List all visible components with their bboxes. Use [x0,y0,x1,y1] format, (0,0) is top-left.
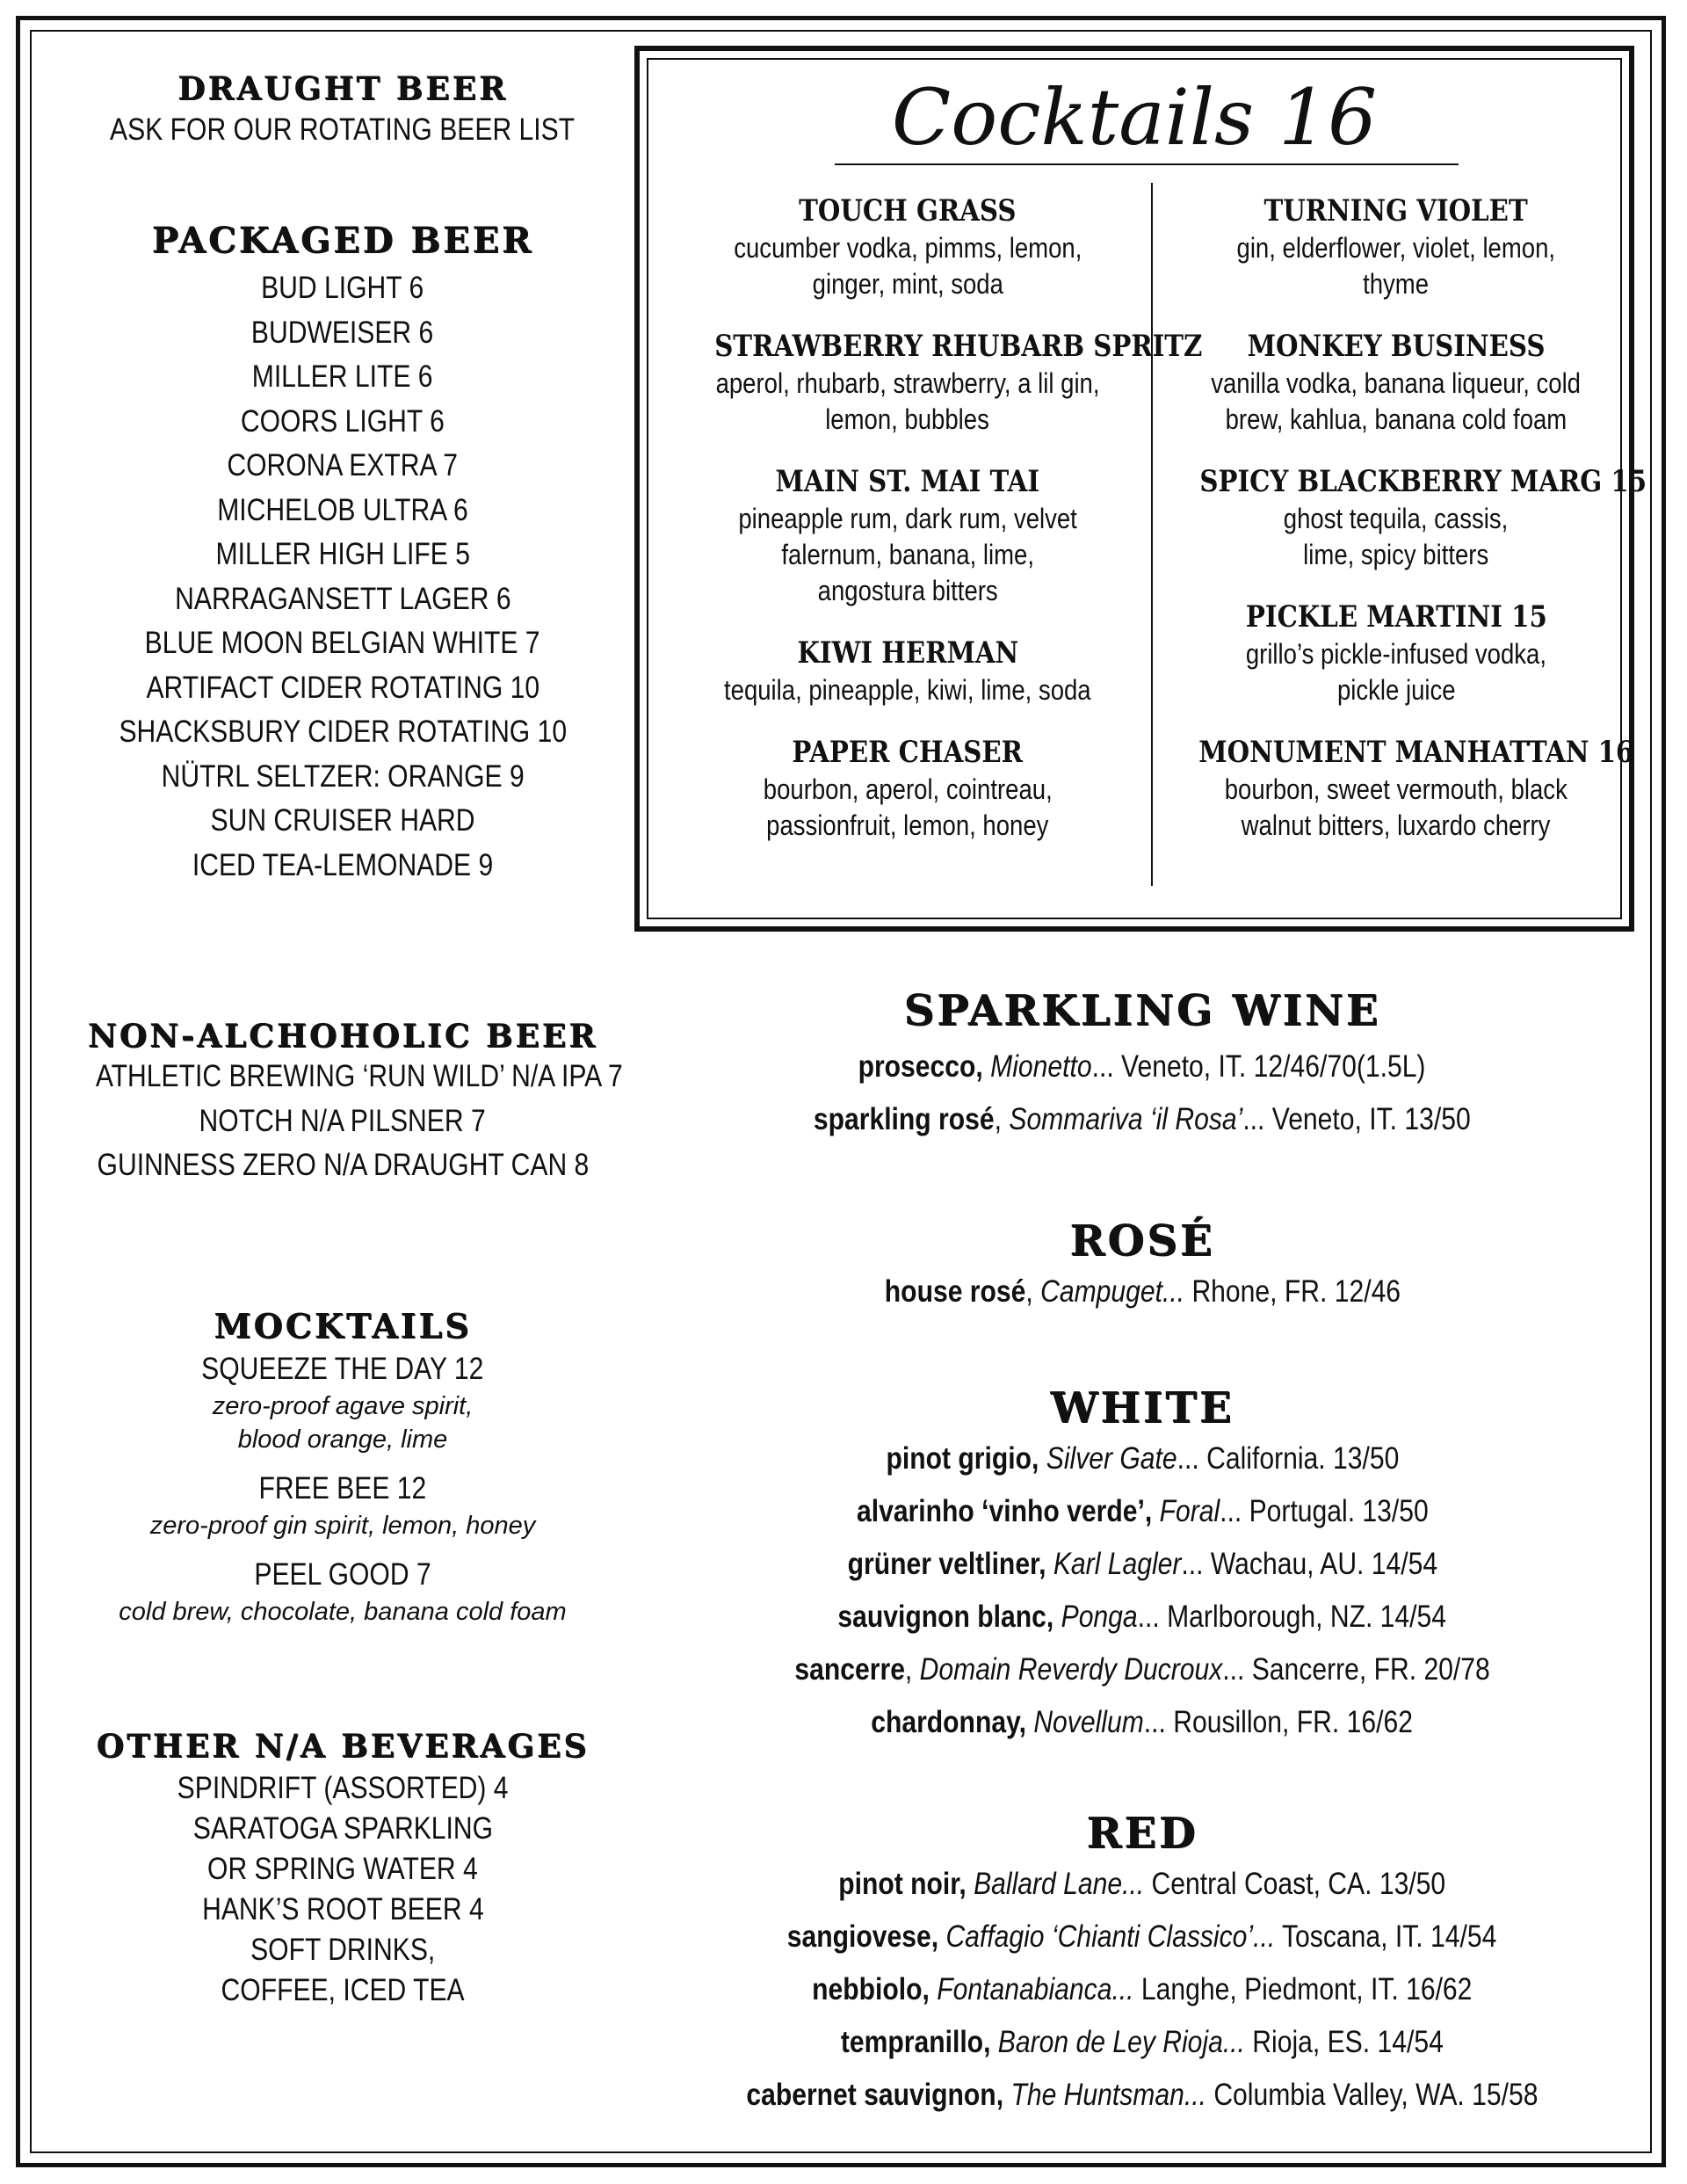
wine-region-price: Langhe, Piedmont, IT. 16/62 [1133,1972,1473,2006]
non-alcoholic-beer-item [53,1143,633,1188]
wine-item [650,1041,1634,1093]
cocktail-item [675,733,1140,844]
wine-grape: grüner veltliner, [847,1547,1046,1581]
wine-producer: Mionetto [990,1049,1093,1084]
wine-region-price: ... Marlborough, NZ. 14/54 [1137,1600,1447,1634]
mocktail-name-text: SQUEEZE THE DAY 12 [201,1352,484,1386]
cocktail-ingredients [675,266,1140,302]
wine-grape: sparkling rosé [814,1102,995,1136]
wine-producer: Ballard Lane... [974,1867,1145,1901]
mocktail-name [53,1349,633,1389]
wine-producer: Foral [1159,1494,1220,1528]
packaged-beer-item-text: SHACKSBURY CIDER ROTATING 10 [119,715,567,749]
wine-producer: Campuget... [1039,1274,1184,1309]
wine-grape: chardonnay, [871,1705,1027,1739]
cocktail-ingredients [675,808,1140,844]
wine-grape: cabernet sauvignon, [746,2078,1004,2112]
packaged-beer-item-text: NARRAGANSETT LAGER 6 [174,581,511,616]
white-wine-heading: WHITE [1050,1383,1234,1433]
wine-region-price: Toscana, IT. 14/54 [1275,1919,1497,1954]
wine-separator: , [994,1102,1010,1136]
mocktail-list [53,1349,633,1629]
packaged-beer-item [53,799,633,844]
wine-producer: Domain Reverdy Ducroux [919,1652,1223,1687]
wine-region-price: Rioja, ES. 14/54 [1245,2025,1444,2059]
mocktail-item [53,1469,633,1542]
packaged-beer-item-text: CORONA EXTRA 7 [227,448,459,483]
packaged-beer-item-text: ARTIFACT CIDER ROTATING 10 [146,670,539,705]
wine-item [650,1963,1634,2016]
wine-item-text [857,1485,1429,1538]
rose-wine-list [650,1266,1634,1318]
packaged-beer-item [53,621,633,666]
wine-item [650,1433,1634,1485]
wine-producer: The Huntsman... [1010,2078,1207,2112]
wine-item-text [794,1643,1489,1696]
cocktail-name [675,634,1140,672]
other-na-item [53,1970,633,2011]
cocktail-ingredients [675,230,1140,266]
cocktail-name [675,327,1203,366]
wine-item [650,2016,1634,2069]
cocktail-ingredients-text: vanilla vodka, banana liqueur, cold [1211,367,1582,399]
mocktails-heading: MOCKTAILS [214,1306,472,1346]
wine-item-text [746,2069,1538,2122]
packaged-beer-item-text: BUD LIGHT 6 [261,271,424,305]
cocktail-ingredients [1163,772,1629,808]
packaged-beer-item-text: ICED TEA-LEMONADE 9 [192,847,494,882]
other-na-item [53,1768,633,1809]
red-wine-heading: RED [1086,1809,1198,1858]
wine-grape: sangiovese, [787,1919,939,1954]
cocktail-name [675,733,1140,772]
other-na-item-text: SARATOGA SPARKLING [192,1811,493,1846]
cocktail-ingredients-text: thyme [1363,268,1430,300]
wine-item [650,2069,1634,2122]
cocktail-item [675,327,1203,438]
cocktail-ingredients-text: bourbon, sweet vermouth, black [1224,773,1568,805]
cocktails-title-rule [835,163,1459,165]
wine-item-text [886,1433,1399,1485]
cocktail-ingredients-text: falernum, banana, lime, [781,539,1034,570]
other-na-item [53,1930,633,1970]
wine-item-text [841,2016,1444,2069]
wine-region-price: Central Coast, CA. 13/50 [1144,1867,1446,1901]
other-na-item-text: SOFT DRINKS, [250,1933,436,1967]
rose-section [650,1216,1634,1318]
packaged-beer-item-text: MICHELOB ULTRA 6 [217,492,468,527]
wine-item [650,1696,1634,1749]
cocktail-ingredients-text: pineapple rum, dark rum, velvet [738,503,1077,534]
cocktail-ingredients-text: gin, elderflower, violet, lemon, [1236,232,1556,264]
non-alcoholic-beer-section [53,1018,633,1188]
wine-region-price: ... Veneto, IT. 12/46/70(1.5L) [1092,1049,1426,1084]
cocktails-column-divider [1151,183,1153,886]
cocktail-ingredients [675,573,1140,609]
wine-grape: prosecco, [858,1049,984,1084]
wine-producer: Sommariva ‘il Rosa’ [1009,1102,1243,1136]
wine-producer: Caffagio ‘Chianti Classico’... [945,1919,1276,1954]
cocktail-item [1163,733,1634,844]
cocktails-left-column [675,192,1203,868]
cocktail-ingredients [1163,808,1629,844]
packaged-beer-heading: PACKAGED BEER [151,220,534,261]
non-alcoholic-beer-item [53,1055,633,1099]
cocktail-name [675,462,1140,501]
white-wine-section [650,1383,1634,1749]
cocktail-name-text: SPICY BLACKBERRY MARG 15 [1199,464,1647,499]
cocktail-item [675,192,1140,302]
cocktail-ingredients-text: lime, spicy bitters [1303,539,1489,570]
wine-grape: alvarinho ‘vinho verde’, [856,1494,1152,1528]
non-alcoholic-beer-heading: NON-ALCHOHOLIC BEER [87,1018,598,1055]
cocktail-name [1163,733,1634,772]
cocktail-ingredients [1163,501,1629,537]
cocktail-ingredients [1163,672,1629,708]
wine-item [650,1911,1634,1963]
cocktails-right-column [1163,192,1647,868]
mocktail-description: zero-proof agave spirit, [212,1392,474,1420]
packaged-beer-item [53,577,633,622]
cocktail-ingredients [1163,266,1629,302]
cocktail-ingredients-text: lemon, bubbles [825,403,990,435]
cocktail-name-text: KIWI HERMAN [797,635,1018,671]
other-na-section [53,1728,633,2011]
cocktail-ingredients-text: angostura bitters [817,575,998,606]
packaged-beer-item [53,710,633,755]
packaged-beer-item [53,489,633,533]
cocktail-name-text: MAIN ST. MAI TAI [775,464,1040,499]
mocktail-description: blood orange, lime [237,1426,448,1454]
packaged-beer-item-text: BLUE MOON BELGIAN WHITE 7 [145,626,540,660]
red-wine-section [650,1809,1634,2122]
cocktail-ingredients-text: bourbon, aperol, cointreau, [763,773,1053,805]
wine-item [650,1858,1634,1911]
other-na-item [53,1809,633,1849]
cocktail-name-text: PICKLE MARTINI 15 [1245,599,1547,635]
other-na-item-text: COFFEE, ICED TEA [221,1973,465,2007]
non-alcoholic-beer-item-text: NOTCH N/A PILSNER 7 [199,1103,487,1138]
cocktails-title: Cocktails 16 [891,72,1378,163]
wine-region-price: Rhone, FR. 12/46 [1184,1274,1401,1309]
cocktail-item [675,462,1140,609]
other-na-item-text: SPINDRIFT (ASSORTED) 4 [177,1771,509,1805]
cocktail-name [675,192,1140,230]
rose-heading: ROSÉ [1069,1216,1215,1266]
cocktail-name [1163,327,1629,366]
wine-item [650,1266,1634,1318]
packaged-beer-item-text: MILLER HIGH LIFE 5 [215,537,470,571]
wine-producer: Novellum [1033,1705,1145,1739]
cocktail-name-text: PAPER CHASER [792,735,1024,770]
mocktail-name-text: FREE BEE 12 [258,1471,427,1506]
other-na-item-text: OR SPRING WATER 4 [207,1852,478,1886]
mocktail-name-text: PEEL GOOD 7 [254,1557,431,1592]
sparkling-wine-section [650,986,1634,1146]
wine-region-price: ... Sancerre, FR. 20/78 [1222,1652,1490,1687]
cocktail-ingredients-text: walnut bitters, luxardo cherry [1242,809,1551,841]
wine-item-text [884,1266,1400,1318]
wine-item [650,1093,1634,1146]
white-wine-list [650,1433,1634,1749]
wine-item-text [839,1858,1446,1911]
wine-producer: Ponga [1061,1600,1138,1634]
non-alcoholic-beer-item-text: ATHLETIC BREWING ‘RUN WILD’ N/A IPA 7 [95,1059,623,1093]
cocktail-ingredients [1163,402,1629,438]
wine-grape: nebbiolo, [812,1972,930,2006]
cocktail-name-text: STRAWBERRY RHUBARB SPRITZ [714,329,1203,364]
cocktail-ingredients-text: ginger, mint, soda [812,268,1003,300]
wine-item-text [872,1696,1414,1749]
wine-item-text [838,1591,1447,1643]
wine-region-price: ... Veneto, IT. 13/50 [1242,1102,1471,1136]
mocktail-name [53,1555,633,1595]
draught-beer-section [53,70,633,153]
wine-producer: Baron de Ley Rioja... [997,2025,1246,2059]
cocktail-item [1163,598,1629,708]
draught-beer-heading: DRAUGHT BEER [177,70,508,107]
wine-item [650,1643,1634,1696]
wine-region-price: ... California. 13/50 [1177,1441,1399,1476]
wine-producer: Karl Lagler [1053,1547,1182,1581]
cocktail-name [1163,598,1629,636]
wine-item-text [858,1041,1426,1093]
cocktail-ingredients [1163,537,1629,573]
packaged-beer-item [53,844,633,889]
wine-item-text [814,1093,1471,1146]
other-na-list [53,1768,633,2011]
wine-grape: house rosé [884,1274,1025,1309]
cocktail-ingredients [675,501,1140,537]
cocktails-box [634,46,1647,932]
cocktail-ingredients-text: passionfruit, lemon, honey [766,809,1049,841]
cocktails-box-inner [647,58,1647,919]
packaged-beer-item [53,266,633,311]
packaged-beer-item [53,444,633,489]
wine-separator: , [904,1652,920,1687]
wine-item [650,1538,1634,1591]
other-na-heading: OTHER N/A BEVERAGES [96,1728,590,1765]
packaged-beer-section [53,220,633,888]
cocktail-name-text: MONKEY BUSINESS [1247,329,1546,364]
cocktail-ingredients [675,772,1140,808]
cocktail-ingredients-text: tequila, pineapple, kiwi, lime, soda [724,674,1091,706]
other-na-item [53,1849,633,1890]
packaged-beer-item [53,755,633,800]
mocktail-item [53,1349,633,1456]
packaged-beer-item-text: NÜTRL SELTZER: ORANGE 9 [161,758,525,794]
packaged-beer-item [53,400,633,445]
mocktail-description: zero-proof gin spirit, lemon, honey [149,1512,536,1540]
cocktail-item [1163,462,1647,573]
packaged-beer-item [53,355,633,400]
wine-item [650,1485,1634,1538]
wine-region-price: ... Wachau, AU. 14/54 [1181,1547,1437,1581]
wine-item-text [812,1963,1472,2016]
wine-grape: pinot noir, [838,1867,967,1901]
wine-item-text [847,1538,1437,1591]
sparkling-wine-heading: SPARKLING WINE [903,986,1381,1035]
wine-item-text [787,1911,1497,1963]
cocktail-ingredients [675,672,1140,708]
red-wine-list [650,1858,1634,2122]
wine-region-price: Columbia Valley, WA. 15/58 [1206,2078,1539,2112]
wine-separator: , [1025,1274,1040,1309]
mocktail-item [53,1555,633,1629]
packaged-beer-item [53,311,633,356]
cocktail-name-text: TOUCH GRASS [799,193,1017,229]
wine-grape: sauvignon blanc, [837,1600,1054,1634]
non-alcoholic-beer-item [53,1099,633,1144]
other-na-item [53,1890,633,1930]
non-alcoholic-beer-list [53,1055,633,1188]
packaged-beer-list [53,266,633,888]
packaged-beer-item-text: SUN CRUISER HARD [210,803,475,838]
cocktail-ingredients-text: brew, kahlua, banana cold foam [1225,403,1568,435]
mocktail-description: cold brew, chocolate, banana cold foam [119,1598,567,1626]
packaged-beer-item-text: MILLER LITE 6 [252,359,433,394]
wine-region-price: ... Portugal. 13/50 [1219,1494,1429,1528]
cocktail-ingredients-text: ghost tequila, cassis, [1284,503,1509,534]
cocktail-item [1163,192,1629,302]
packaged-beer-item [53,666,633,711]
cocktail-ingredients [1163,636,1629,672]
wine-grape: pinot grigio, [886,1441,1039,1476]
cocktail-ingredients [1163,230,1629,266]
mocktails-section [53,1306,633,1641]
cocktail-name-text: TURNING VIOLET [1263,193,1529,229]
cocktail-ingredients [675,402,1140,438]
wine-region-price: ... Rousillon, FR. 16/62 [1144,1705,1414,1739]
non-alcoholic-beer-item-text: GUINNESS ZERO N/A DRAUGHT CAN 8 [97,1148,589,1182]
other-na-item-text: HANK’S ROOT BEER 4 [201,1892,484,1926]
cocktail-name [1163,462,1647,501]
cocktail-ingredients-text: pickle juice [1336,674,1456,706]
sparkling-wine-list [650,1041,1634,1146]
cocktail-ingredients [675,537,1140,573]
wine-item [650,1591,1634,1643]
cocktail-ingredients [675,366,1140,402]
draught-beer-note: ASK FOR OUR ROTATING BEER LIST [110,112,576,147]
wine-grape: tempranillo, [841,2025,991,2059]
cocktail-item [1163,327,1629,438]
cocktail-name-text: MONUMENT MANHATTAN 16 [1198,735,1634,770]
wine-producer: Silver Gate [1046,1441,1177,1476]
cocktail-item [675,634,1140,708]
cocktail-name [1163,192,1629,230]
packaged-beer-item-text: COORS LIGHT 6 [241,403,445,439]
mocktail-name [53,1469,633,1509]
cocktail-ingredients-text: aperol, rhubarb, strawberry, a lil gin, [715,367,1100,399]
cocktail-ingredients [1163,366,1629,402]
cocktail-ingredients-text: cucumber vodka, pimms, lemon, [733,232,1082,264]
wine-grape: sancerre [794,1652,905,1687]
wine-producer: Fontanabianca... [937,1972,1134,2006]
packaged-beer-item-text: BUDWEISER 6 [251,315,434,350]
cocktail-ingredients-text: grillo’s pickle-infused vodka, [1245,638,1547,670]
packaged-beer-item [53,533,633,577]
